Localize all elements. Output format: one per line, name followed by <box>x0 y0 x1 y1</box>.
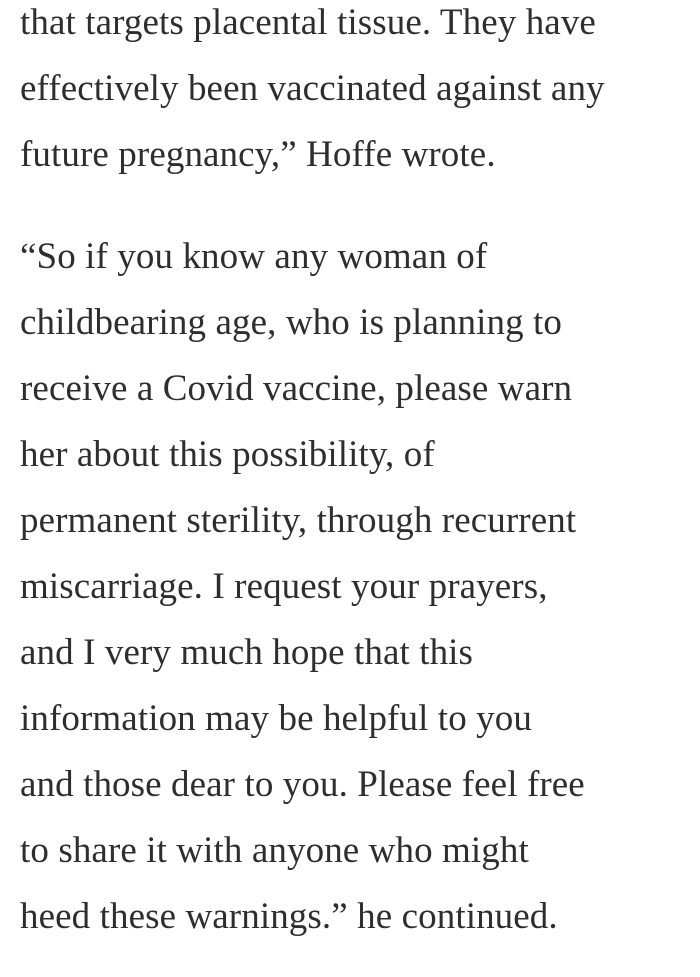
paragraph-line: heed these warnings.” he continued. <box>20 896 558 937</box>
paragraph-line: effectively been vaccinated against any <box>20 68 605 109</box>
paragraph-line: childbearing age, who is planning to <box>20 302 563 343</box>
paragraph-hoffe-warning <box>20 224 585 950</box>
paragraph-line: receive a Covid vaccine, please warn <box>20 368 573 409</box>
paragraph-line: information may be helpful to you <box>20 698 532 739</box>
paragraph-line: future pregnancy,” Hoffe wrote. <box>20 134 496 175</box>
paragraph-line: and I very much hope that this <box>20 632 474 673</box>
paragraph-line: and those dear to you. Please feel free <box>20 764 585 805</box>
paragraph-line: her about this possibility, of <box>20 434 435 475</box>
paragraph-line: miscarriage. I request your prayers, <box>20 566 548 607</box>
paragraph-line: to share it with anyone who might <box>20 830 529 871</box>
paragraph-line: that targets placental tissue. They have <box>20 2 596 43</box>
paragraph-hoffe-quote-end <box>20 0 605 188</box>
paragraph-line: permanent sterility, through recurrent <box>20 500 577 541</box>
paragraph-line: “So if you know any woman of <box>20 236 488 277</box>
